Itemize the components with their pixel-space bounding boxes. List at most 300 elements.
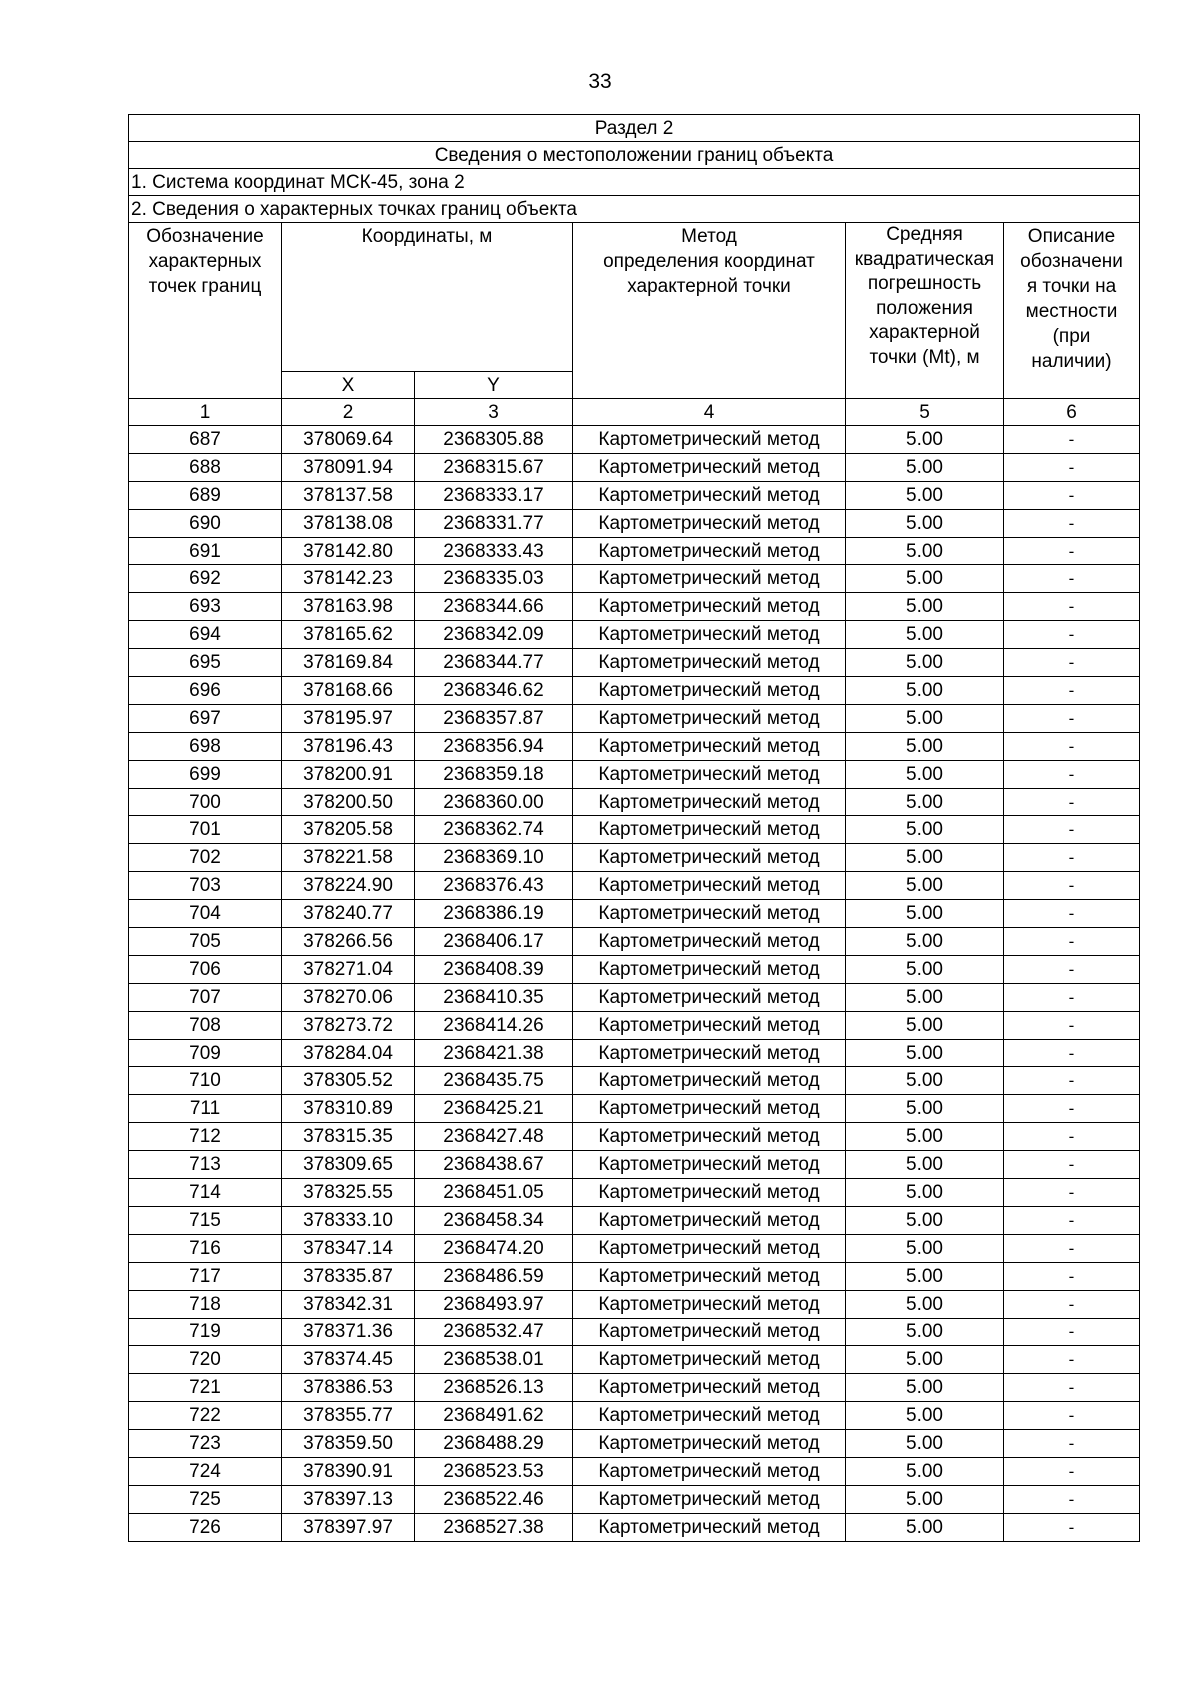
cell-coord-y: 2368527.38 (415, 1513, 573, 1541)
table-row (129, 1067, 1140, 1095)
cell-coord-x: 378386.53 (282, 1374, 415, 1402)
cell-coord-x: 378168.66 (282, 677, 415, 705)
header-line: точек границ (148, 276, 262, 297)
column-number: 2 (282, 399, 415, 426)
cell-description: - (1004, 928, 1140, 956)
cell-point-id: 715 (129, 1206, 282, 1234)
cell-description: - (1004, 704, 1140, 732)
cell-point-id: 700 (129, 788, 282, 816)
table-row (129, 900, 1140, 928)
cell-coord-y: 2368376.43 (415, 872, 573, 900)
cell-coord-y: 2368451.05 (415, 1179, 573, 1207)
cell-method: Картометрический метод (573, 593, 846, 621)
cell-mean-error: 5.00 (846, 1067, 1004, 1095)
cell-mean-error: 5.00 (846, 1457, 1004, 1485)
cell-coord-y: 2368342.09 (415, 621, 573, 649)
table-row (129, 1179, 1140, 1207)
cell-method: Картометрический метод (573, 1402, 846, 1430)
table-row (129, 1206, 1140, 1234)
table-row (129, 677, 1140, 705)
cell-description: - (1004, 1067, 1140, 1095)
cell-description: - (1004, 1095, 1140, 1123)
cell-method: Картометрический метод (573, 677, 846, 705)
cell-point-id: 718 (129, 1290, 282, 1318)
cell-coord-x: 378310.89 (282, 1095, 415, 1123)
cell-method: Картометрический метод (573, 1039, 846, 1067)
cell-mean-error: 5.00 (846, 1374, 1004, 1402)
cell-coord-x: 378397.13 (282, 1485, 415, 1513)
cell-coord-x: 378315.35 (282, 1123, 415, 1151)
cell-mean-error: 5.00 (846, 677, 1004, 705)
cell-point-id: 695 (129, 649, 282, 677)
cell-method: Картометрический метод (573, 565, 846, 593)
cell-mean-error: 5.00 (846, 788, 1004, 816)
cell-coord-x: 378137.58 (282, 481, 415, 509)
column-number: 4 (573, 399, 846, 426)
cell-description: - (1004, 1234, 1140, 1262)
cell-coord-y: 2368532.47 (415, 1318, 573, 1346)
cell-mean-error: 5.00 (846, 1151, 1004, 1179)
cell-coord-y: 2368344.77 (415, 649, 573, 677)
cell-mean-error: 5.00 (846, 704, 1004, 732)
cell-coord-y: 2368488.29 (415, 1430, 573, 1458)
header-description (1004, 223, 1140, 399)
cell-coord-y: 2368369.10 (415, 844, 573, 872)
cell-coord-x: 378205.58 (282, 816, 415, 844)
cell-point-id: 725 (129, 1485, 282, 1513)
cell-mean-error: 5.00 (846, 900, 1004, 928)
cell-point-id: 708 (129, 1011, 282, 1039)
table-row (129, 844, 1140, 872)
header-line: местности (1025, 301, 1118, 322)
cell-description: - (1004, 844, 1140, 872)
cell-description: - (1004, 1374, 1140, 1402)
column-number: 6 (1004, 399, 1140, 426)
cell-coord-y: 2368357.87 (415, 704, 573, 732)
cell-method: Картометрический метод (573, 1011, 846, 1039)
cell-point-id: 694 (129, 621, 282, 649)
cell-coord-y: 2368344.66 (415, 593, 573, 621)
cell-method: Картометрический метод (573, 509, 846, 537)
cell-coord-x: 378359.50 (282, 1430, 415, 1458)
cell-point-id: 713 (129, 1151, 282, 1179)
cell-method: Картометрический метод (573, 481, 846, 509)
cell-mean-error: 5.00 (846, 565, 1004, 593)
cell-method: Картометрический метод (573, 621, 846, 649)
cell-point-id: 710 (129, 1067, 282, 1095)
cell-coord-x: 378371.36 (282, 1318, 415, 1346)
cell-coord-y: 2368425.21 (415, 1095, 573, 1123)
header-line: (при (1052, 326, 1091, 347)
cell-mean-error: 5.00 (846, 1402, 1004, 1430)
cell-mean-error: 5.00 (846, 1206, 1004, 1234)
cell-coord-y: 2368333.17 (415, 481, 573, 509)
cell-coord-x: 378196.43 (282, 732, 415, 760)
cell-point-id: 706 (129, 955, 282, 983)
cell-method: Картометрический метод (573, 732, 846, 760)
cell-method: Картометрический метод (573, 1457, 846, 1485)
table-row (129, 1039, 1140, 1067)
table-row (129, 649, 1140, 677)
header-line: положения (876, 297, 973, 319)
table-row (129, 1234, 1140, 1262)
table-row (129, 426, 1140, 454)
cell-coord-y: 2368421.38 (415, 1039, 573, 1067)
cell-description: - (1004, 621, 1140, 649)
cell-point-id: 711 (129, 1095, 282, 1123)
cell-method: Картометрический метод (573, 1179, 846, 1207)
cell-method: Картометрический метод (573, 788, 846, 816)
cell-coord-x: 378221.58 (282, 844, 415, 872)
cell-mean-error: 5.00 (846, 537, 1004, 565)
cell-method: Картометрический метод (573, 537, 846, 565)
header-line: наличии) (1031, 351, 1112, 372)
cell-description: - (1004, 481, 1140, 509)
cell-description: - (1004, 1402, 1140, 1430)
cell-mean-error: 5.00 (846, 1262, 1004, 1290)
cell-point-id: 701 (129, 816, 282, 844)
cell-point-id: 696 (129, 677, 282, 705)
cell-method: Картометрический метод (573, 704, 846, 732)
cell-method: Картометрический метод (573, 1095, 846, 1123)
header-coordinates: Координаты, м (282, 223, 573, 372)
cell-coord-y: 2368331.77 (415, 509, 573, 537)
cell-coord-x: 378138.08 (282, 509, 415, 537)
table-row (129, 816, 1140, 844)
cell-mean-error: 5.00 (846, 1430, 1004, 1458)
cell-description: - (1004, 649, 1140, 677)
cell-method: Картометрический метод (573, 1234, 846, 1262)
cell-point-id: 723 (129, 1430, 282, 1458)
table-row (129, 537, 1140, 565)
section-title: Раздел 2 (129, 115, 1140, 142)
cell-coord-y: 2368333.43 (415, 537, 573, 565)
cell-coord-y: 2368526.13 (415, 1374, 573, 1402)
cell-coord-x: 378325.55 (282, 1179, 415, 1207)
cell-method: Картометрический метод (573, 816, 846, 844)
cell-method: Картометрический метод (573, 928, 846, 956)
cell-coord-y: 2368491.62 (415, 1402, 573, 1430)
header-line: Средняя (886, 224, 963, 245)
cell-coord-x: 378305.52 (282, 1067, 415, 1095)
cell-description: - (1004, 1011, 1140, 1039)
table-row (129, 732, 1140, 760)
cell-coord-x: 378397.97 (282, 1513, 415, 1541)
cell-description: - (1004, 1318, 1140, 1346)
cell-description: - (1004, 1485, 1140, 1513)
table-row (129, 565, 1140, 593)
cell-coord-x: 378390.91 (282, 1457, 415, 1485)
cell-method: Картометрический метод (573, 955, 846, 983)
cell-method: Картометрический метод (573, 1290, 846, 1318)
cell-coord-y: 2368538.01 (415, 1346, 573, 1374)
table-row (129, 704, 1140, 732)
table-row (129, 788, 1140, 816)
cell-description: - (1004, 1457, 1140, 1485)
cell-point-id: 705 (129, 928, 282, 956)
cell-method: Картометрический метод (573, 1262, 846, 1290)
cell-description: - (1004, 1206, 1140, 1234)
cell-description: - (1004, 1123, 1140, 1151)
cell-point-id: 687 (129, 426, 282, 454)
cell-point-id: 726 (129, 1513, 282, 1541)
cell-method: Картометрический метод (573, 1346, 846, 1374)
cell-description: - (1004, 509, 1140, 537)
cell-coord-y: 2368360.00 (415, 788, 573, 816)
table-row (129, 872, 1140, 900)
cell-mean-error: 5.00 (846, 1039, 1004, 1067)
cell-point-id: 719 (129, 1318, 282, 1346)
cell-point-id: 716 (129, 1234, 282, 1262)
cell-coord-y: 2368315.67 (415, 453, 573, 481)
cell-point-id: 714 (129, 1179, 282, 1207)
header-line: точки (Mt), м (869, 346, 980, 368)
header-line: погрешность (867, 273, 982, 294)
cell-method: Картометрический метод (573, 1206, 846, 1234)
cell-coord-y: 2368305.88 (415, 426, 573, 454)
cell-description: - (1004, 732, 1140, 760)
cell-mean-error: 5.00 (846, 1346, 1004, 1374)
cell-description: - (1004, 1039, 1140, 1067)
cell-coord-x: 378169.84 (282, 649, 415, 677)
cell-mean-error: 5.00 (846, 872, 1004, 900)
cell-coord-x: 378342.31 (282, 1290, 415, 1318)
cell-point-id: 712 (129, 1123, 282, 1151)
cell-mean-error: 5.00 (846, 955, 1004, 983)
cell-coord-x: 378195.97 (282, 704, 415, 732)
cell-method: Картометрический метод (573, 1485, 846, 1513)
table-row (129, 1095, 1140, 1123)
cell-coord-x: 378355.77 (282, 1402, 415, 1430)
cell-point-id: 688 (129, 453, 282, 481)
cell-mean-error: 5.00 (846, 1095, 1004, 1123)
cell-coord-x: 378163.98 (282, 593, 415, 621)
cell-coord-y: 2368435.75 (415, 1067, 573, 1095)
table-row (129, 760, 1140, 788)
table-row (129, 1346, 1140, 1374)
header-line: квадратическая (854, 248, 995, 270)
cell-description: - (1004, 537, 1140, 565)
cell-point-id: 717 (129, 1262, 282, 1290)
cell-coord-x: 378069.64 (282, 426, 415, 454)
table-row (129, 1513, 1140, 1541)
cell-method: Картометрический метод (573, 426, 846, 454)
cell-coord-y: 2368427.48 (415, 1123, 573, 1151)
header-line: Метод (681, 226, 737, 247)
points-info-line: 2. Сведения о характерных точках границ объекта (129, 196, 1140, 223)
table-row (129, 1430, 1140, 1458)
cell-coord-y: 2368458.34 (415, 1206, 573, 1234)
cell-mean-error: 5.00 (846, 928, 1004, 956)
cell-coord-x: 378309.65 (282, 1151, 415, 1179)
cell-coord-x: 378142.23 (282, 565, 415, 593)
header-x: X (282, 372, 415, 399)
table-row (129, 1318, 1140, 1346)
column-number: 3 (415, 399, 573, 426)
cell-coord-x: 378284.04 (282, 1039, 415, 1067)
table-row (129, 509, 1140, 537)
cell-coord-y: 2368410.35 (415, 983, 573, 1011)
column-number: 1 (129, 399, 282, 426)
cell-coord-y: 2368493.97 (415, 1290, 573, 1318)
cell-description: - (1004, 1346, 1140, 1374)
cell-coord-y: 2368335.03 (415, 565, 573, 593)
cell-description: - (1004, 816, 1140, 844)
cell-coord-y: 2368438.67 (415, 1151, 573, 1179)
cell-mean-error: 5.00 (846, 816, 1004, 844)
cell-point-id: 721 (129, 1374, 282, 1402)
cell-method: Картометрический метод (573, 1067, 846, 1095)
cell-coord-y: 2368523.53 (415, 1457, 573, 1485)
cell-description: - (1004, 760, 1140, 788)
table-row (129, 1485, 1140, 1513)
cell-description: - (1004, 1430, 1140, 1458)
cell-coord-y: 2368386.19 (415, 900, 573, 928)
cell-point-id: 704 (129, 900, 282, 928)
cell-mean-error: 5.00 (846, 1513, 1004, 1541)
cell-description: - (1004, 1262, 1140, 1290)
table-row (129, 955, 1140, 983)
cell-coord-x: 378091.94 (282, 453, 415, 481)
cell-mean-error: 5.00 (846, 844, 1004, 872)
cell-coord-x: 378374.45 (282, 1346, 415, 1374)
cell-point-id: 693 (129, 593, 282, 621)
cell-method: Картометрический метод (573, 1151, 846, 1179)
cell-mean-error: 5.00 (846, 1179, 1004, 1207)
cell-description: - (1004, 900, 1140, 928)
cell-coord-x: 378200.50 (282, 788, 415, 816)
table-row (129, 481, 1140, 509)
table-row (129, 1262, 1140, 1290)
cell-coord-x: 378266.56 (282, 928, 415, 956)
cell-coord-x: 378335.87 (282, 1262, 415, 1290)
section-subtitle: Сведения о местоположении границ объекта (129, 142, 1140, 169)
column-number: 5 (846, 399, 1004, 426)
cell-point-id: 702 (129, 844, 282, 872)
cell-coord-y: 2368362.74 (415, 816, 573, 844)
cell-coord-y: 2368406.17 (415, 928, 573, 956)
cell-mean-error: 5.00 (846, 453, 1004, 481)
cell-mean-error: 5.00 (846, 593, 1004, 621)
header-method (573, 223, 846, 399)
cell-method: Картометрический метод (573, 1513, 846, 1541)
cell-mean-error: 5.00 (846, 1485, 1004, 1513)
cell-mean-error: 5.00 (846, 983, 1004, 1011)
cell-description: - (1004, 1179, 1140, 1207)
cell-method: Картометрический метод (573, 844, 846, 872)
cell-mean-error: 5.00 (846, 1011, 1004, 1039)
cell-point-id: 697 (129, 704, 282, 732)
cell-coord-x: 378271.04 (282, 955, 415, 983)
cell-description: - (1004, 593, 1140, 621)
cell-coord-x: 378273.72 (282, 1011, 415, 1039)
header-line: Обозначение (146, 226, 264, 247)
cell-description: - (1004, 677, 1140, 705)
cell-description: - (1004, 788, 1140, 816)
header-line: характерных (148, 251, 262, 272)
cell-coord-y: 2368359.18 (415, 760, 573, 788)
cell-mean-error: 5.00 (846, 621, 1004, 649)
coordinate-system-line: 1. Система координат МСК-45, зона 2 (129, 169, 1140, 196)
cell-mean-error: 5.00 (846, 649, 1004, 677)
cell-point-id: 698 (129, 732, 282, 760)
table-row (129, 1151, 1140, 1179)
cell-coord-x: 378142.80 (282, 537, 415, 565)
cell-method: Картометрический метод (573, 900, 846, 928)
table-row (129, 593, 1140, 621)
cell-point-id: 703 (129, 872, 282, 900)
cell-mean-error: 5.00 (846, 1290, 1004, 1318)
cell-mean-error: 5.00 (846, 760, 1004, 788)
table-row (129, 983, 1140, 1011)
table-row (129, 928, 1140, 956)
header-mean-error (846, 223, 1004, 399)
header-line: характерной (869, 322, 980, 343)
cell-method: Картометрический метод (573, 453, 846, 481)
cell-point-id: 692 (129, 565, 282, 593)
cell-coord-x: 378270.06 (282, 983, 415, 1011)
header-line: характерной точки (627, 276, 791, 297)
table-row (129, 1011, 1140, 1039)
cell-point-id: 691 (129, 537, 282, 565)
cell-method: Картометрический метод (573, 760, 846, 788)
cell-description: - (1004, 426, 1140, 454)
header-line: Описание (1027, 226, 1116, 247)
cell-coord-y: 2368474.20 (415, 1234, 573, 1262)
cell-point-id: 689 (129, 481, 282, 509)
cell-coord-y: 2368522.46 (415, 1485, 573, 1513)
cell-coord-x: 378240.77 (282, 900, 415, 928)
cell-description: - (1004, 983, 1140, 1011)
cell-mean-error: 5.00 (846, 481, 1004, 509)
table-row (129, 1123, 1140, 1151)
cell-point-id: 707 (129, 983, 282, 1011)
table-row (129, 621, 1140, 649)
cell-coord-y: 2368408.39 (415, 955, 573, 983)
table-row (129, 453, 1140, 481)
table-row (129, 1290, 1140, 1318)
cell-description: - (1004, 955, 1140, 983)
cell-mean-error: 5.00 (846, 1234, 1004, 1262)
cell-coord-x: 378347.14 (282, 1234, 415, 1262)
header-line: обозначени (1020, 251, 1123, 272)
cell-description: - (1004, 872, 1140, 900)
header-line: я точки на (1026, 276, 1117, 297)
cell-coord-x: 378200.91 (282, 760, 415, 788)
cell-coord-y: 2368486.59 (415, 1262, 573, 1290)
cell-method: Картометрический метод (573, 1123, 846, 1151)
cell-description: - (1004, 1513, 1140, 1541)
cell-coord-x: 378224.90 (282, 872, 415, 900)
cell-mean-error: 5.00 (846, 509, 1004, 537)
boundary-points-table (128, 114, 1140, 1542)
header-point-designation (129, 223, 282, 399)
page-number: 33 (588, 70, 612, 93)
cell-point-id: 699 (129, 760, 282, 788)
cell-mean-error: 5.00 (846, 1123, 1004, 1151)
cell-method: Картометрический метод (573, 1430, 846, 1458)
cell-point-id: 709 (129, 1039, 282, 1067)
cell-mean-error: 5.00 (846, 732, 1004, 760)
cell-method: Картометрический метод (573, 1374, 846, 1402)
cell-coord-y: 2368356.94 (415, 732, 573, 760)
cell-coord-y: 2368414.26 (415, 1011, 573, 1039)
cell-method: Картометрический метод (573, 1318, 846, 1346)
cell-mean-error: 5.00 (846, 426, 1004, 454)
header-line: определения координат (603, 251, 815, 272)
table-row (129, 1374, 1140, 1402)
header-y: Y (415, 372, 573, 399)
